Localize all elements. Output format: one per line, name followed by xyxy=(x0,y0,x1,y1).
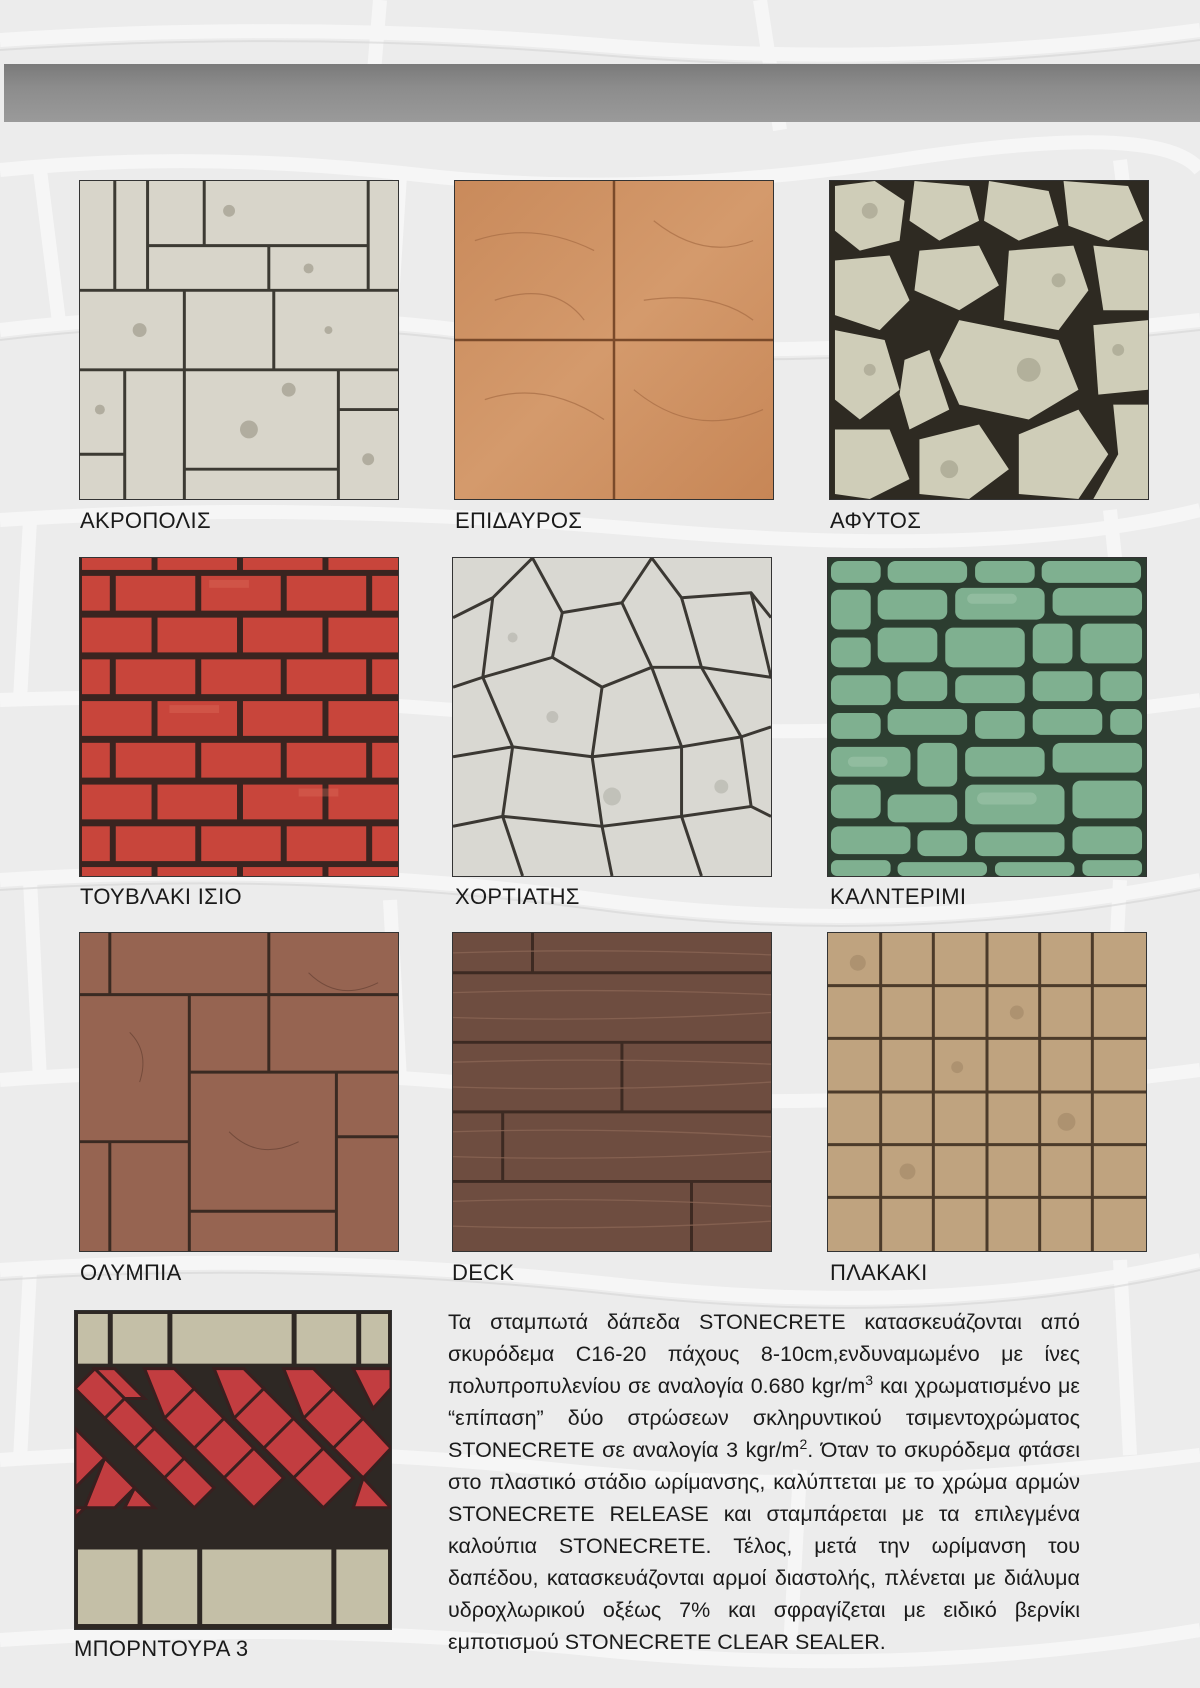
pattern-label: ΟΛΥΜΠΙΑ xyxy=(80,1260,182,1285)
pattern-plakaki-image xyxy=(827,932,1147,1252)
description-text: και χρωματισμένο με “επίπαση” δύο στρώσεων σκληρυντικού τσιμεντοχρώματος STONECRETE σε αναλογία 3 kgr/m xyxy=(448,1374,1080,1462)
pattern-label: ΚΑΛΝΤΕΡΙΜΙ xyxy=(830,884,967,909)
pattern-akropolis-image xyxy=(79,180,399,500)
pattern-label: ΜΠΟΡΝΤΟΥΡΑ 3 xyxy=(74,1636,249,1661)
pattern-label: DECK xyxy=(452,1260,515,1285)
pattern-afytos-image xyxy=(829,180,1149,500)
pattern-olympia-image xyxy=(79,932,399,1252)
pattern-chortiatis-image xyxy=(452,557,772,877)
pattern-mporntoura-3-image xyxy=(74,1310,392,1630)
description-text: . Όταν το σκυρόδεμα φτάσει στο πλαστικό στάδιο ωρίμανσης, καλύπτεται με το χρώμα αρμών STONECRETE RELEASE και σταμπάρεται με τα επιλεγμένα καλούπια STONECRETE. Τέλος, μετά την ωρίμανση του δαπέδου, κατασκευάζονται αρμοί διαστολής, πλένεται με διάλυμα υδροχλωρικού οξέως 7% και σφραγίζεται με ειδικό βερνίκι εμποτισμού STONECRETE CLEAR SEALER. xyxy=(448,1438,1080,1654)
pattern-epidavros-image xyxy=(454,180,774,500)
header-band xyxy=(4,64,1200,122)
pattern-label: ΧΟΡΤΙΑΤΗΣ xyxy=(455,884,580,909)
pattern-label: ΕΠΙΔΑΥΡΟΣ xyxy=(455,508,583,533)
pattern-label: ΤΟΥΒΛΑΚΙ ΙΣΙΟ xyxy=(80,884,242,909)
pattern-label: ΠΛΑΚΑΚΙ xyxy=(830,1260,928,1285)
description-paragraph xyxy=(448,1306,1080,1658)
pattern-label: ΑΦΥΤΟΣ xyxy=(830,508,922,533)
pattern-deck-image xyxy=(452,932,772,1252)
superscript: 3 xyxy=(865,1371,874,1388)
description-text: Τα σταμπωτά δάπεδα STONECRETE κατασκευάζονται από σκυρόδεμα C16-20 πάχους 8-10cm,ενδυναμωμένο με ίνες πολυπροπυλενίου σε αναλογία 0.680 kgr/m xyxy=(448,1310,1080,1398)
superscript: 2 xyxy=(799,1435,808,1452)
pattern-label: ΑΚΡΟΠΟΛΙΣ xyxy=(80,508,211,533)
pattern-touvlaki-isio-image xyxy=(79,557,399,877)
pattern-kalnterimi-image xyxy=(827,557,1147,877)
